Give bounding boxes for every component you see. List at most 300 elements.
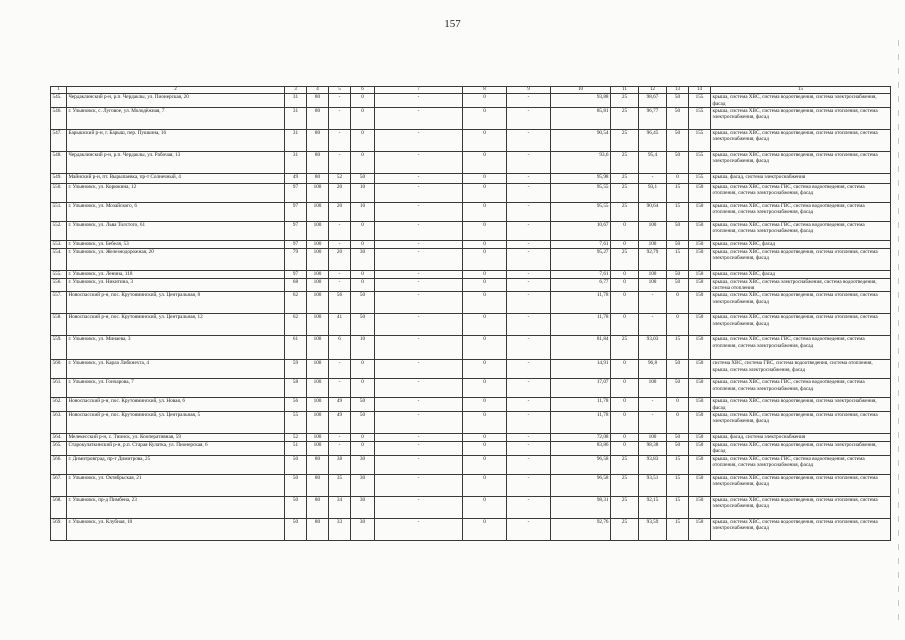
table-cell-col-13: 50 [667,221,689,240]
column-header-10: 10 [551,87,611,94]
table-cell-col-3: 31 [285,151,307,173]
column-header-13: 13 [667,87,689,94]
table-cell-col-7: - [375,474,463,496]
table-cell-col-9: - [507,412,551,434]
table-cell-col-9: - [507,173,551,183]
table-header-row [51,87,891,94]
table-cell-col-7: - [375,221,463,240]
table-cell-col-7: - [375,107,463,129]
table-cell-col-2: г. Ульяновск, ул. Льва Толстого, 61 [67,221,285,240]
table-cell-col-1: 551. [51,202,67,221]
table-row [51,442,891,456]
table-cell-col-15: крыша, система ХВС, фасад [711,240,891,248]
table-cell-col-7: - [375,202,463,221]
table-cell-col-14: 150 [689,221,711,240]
table-cell-col-8: 0 [463,292,507,314]
table-row [51,202,891,221]
column-header-8: 8 [463,87,507,94]
table-cell-col-2: г. Ульяновск, ул. Никитина, 3 [67,278,285,292]
table-cell-col-15: крыша, система ХВС, система ГВС, система водоотведения, система отопления, система электроснабжения, фасад [711,202,891,221]
table-cell-col-4: 100 [307,221,329,240]
table-cell-col-11: 0 [611,412,639,434]
table-row [51,360,891,379]
table-cell-col-10: 95,55 [551,183,611,202]
table-cell-col-12: 96,8 [639,360,667,379]
table-cell-col-7: - [375,129,463,151]
table-cell-col-1: 563. [51,412,67,434]
table-cell-col-14: 150 [689,442,711,456]
table-cell-col-9: - [507,336,551,360]
table-cell-col-9: - [507,496,551,518]
table-cell-col-14: 150 [689,183,711,202]
table-cell-col-6: 0 [351,151,375,173]
table-cell-col-2: г. Ульяновск, ул. Железнодорожная, 20 [67,248,285,270]
table-row [51,336,891,360]
table-cell-col-14: 150 [689,434,711,442]
table-cell-col-1: 560. [51,360,67,379]
table-row [51,270,891,278]
table-cell-col-11: 0 [611,221,639,240]
table-cell-col-11: 0 [611,434,639,442]
table-cell-col-5: - [329,434,351,442]
table-cell-col-5: - [329,221,351,240]
table-row [51,412,891,434]
table-cell-col-8: 0 [463,202,507,221]
table-row [51,496,891,518]
table-cell-col-3: 97 [285,270,307,278]
table-row [51,278,891,292]
table-cell-col-14: 155 [689,173,711,183]
table-cell-col-2: г. Ульяновск, с. Луговое, ул. Молодёжная, 7 [67,107,285,129]
table-cell-col-2: г. Ульяновск, ул. Корюкина, 12 [67,183,285,202]
table-cell-col-3: 50 [285,496,307,518]
table-cell-col-3: 62 [285,314,307,336]
table-cell-col-13: 15 [667,474,689,496]
table-cell-col-10: 93,6 [551,151,611,173]
table-cell-col-11: 25 [611,202,639,221]
table-cell-col-4: 80 [307,518,329,540]
table-cell-col-12: 90,64 [639,202,667,221]
table-cell-col-14: 150 [689,496,711,518]
table-cell-col-10: 7,61 [551,270,611,278]
table-cell-col-11: 0 [611,270,639,278]
table-cell-col-6: 0 [351,221,375,240]
table-cell-col-1: 562. [51,398,67,412]
table-cell-col-6: 0 [351,107,375,129]
table-cell-col-12: 96,45 [639,129,667,151]
column-header-9: 9 [507,87,551,94]
table-cell-col-3: 56 [285,398,307,412]
table-cell-col-9: - [507,240,551,248]
table-cell-col-15: крыша, система ХВС, система водоотведения, система отопления, система электроснабжения, фасад [711,518,891,540]
table-cell-col-8: 0 [463,398,507,412]
column-header-6: 6 [351,87,375,94]
table-cell-col-3: 97 [285,221,307,240]
table-cell-col-3: 55 [285,412,307,434]
renovation-table [50,86,891,541]
table-cell-col-13: 50 [667,442,689,456]
table-cell-col-9: - [507,129,551,151]
table-cell-col-9: - [507,107,551,129]
table-cell-col-13: 0 [667,412,689,434]
table-cell-col-3: 50 [285,474,307,496]
table-cell-col-4: 80 [307,455,329,474]
table-cell-col-4: 80 [307,151,329,173]
table-cell-col-9: - [507,379,551,398]
table-cell-col-3: 52 [285,434,307,442]
table-cell-col-6: 50 [351,412,375,434]
table-cell-col-12: 92,15 [639,496,667,518]
table-cell-col-1: 564. [51,434,67,442]
table-cell-col-12: 93,83 [639,455,667,474]
table-cell-col-11: 25 [611,336,639,360]
table-cell-col-5: 38 [329,455,351,474]
table-cell-col-2: г. Ульяновск, ул. Карла Либкнехта, 4 [67,360,285,379]
table-row [51,129,891,151]
table-cell-col-6: 50 [351,292,375,314]
table-cell-col-15: крыша, система ХВС, система водоотведения, система отопления, система электроснабжения, фасад [711,107,891,129]
table-cell-col-7: - [375,412,463,434]
table-cell-col-6: 50 [351,314,375,336]
column-header-11: 11 [611,87,639,94]
table-cell-col-8: 0 [463,442,507,456]
table-cell-col-2: г. Ульяновск, ул. Бебеля, 53 [67,240,285,248]
column-header-12: 12 [639,87,667,94]
table-cell-col-2: Новоспасский р-н, пос. Крутояминский, ул. Центральная, 12 [67,314,285,336]
table-cell-col-1: 549. [51,173,67,183]
table-cell-col-5: 56 [329,292,351,314]
table-cell-col-1: 568. [51,496,67,518]
table-cell-col-10: 11,78 [551,412,611,434]
table-cell-col-14: 150 [689,248,711,270]
table-cell-col-15: крыша, система ХВС, система ГВС, система водоотведения, система отопления, система электроснабжения, фасад [711,455,891,474]
table-cell-col-8: 0 [463,455,507,474]
table-cell-col-6: 30 [351,474,375,496]
table-cell-col-12: 93,1 [639,183,667,202]
table-cell-col-13: 50 [667,240,689,248]
table-cell-col-14: 155 [689,129,711,151]
table-cell-col-4: 80 [307,94,329,108]
table-cell-col-14: 150 [689,518,711,540]
table-cell-col-2: Новоспасский р-н, пос. Крутояминский, ул. Центральная, 5 [67,412,285,434]
table-cell-col-14: 150 [689,455,711,474]
table-row [51,398,891,412]
table-cell-col-6: 50 [351,398,375,412]
table-cell-col-4: 80 [307,496,329,518]
table-cell-col-10: 11,78 [551,398,611,412]
table-cell-col-7: - [375,151,463,173]
table-cell-col-10: 95,55 [551,202,611,221]
table-cell-col-8: 0 [463,240,507,248]
table-cell-col-10: 11,78 [551,314,611,336]
table-cell-col-12: - [639,398,667,412]
table-cell-col-12: 100 [639,379,667,398]
table-cell-col-9: - [507,518,551,540]
column-header-2: 2 [67,87,285,94]
table-cell-col-1: 555. [51,270,67,278]
table-cell-col-6: 30 [351,248,375,270]
table-cell-col-4: 80 [307,173,329,183]
table-cell-col-4: 100 [307,240,329,248]
table-cell-col-9: - [507,278,551,292]
table-cell-col-6: 0 [351,278,375,292]
table-cell-col-14: 150 [689,379,711,398]
table-cell-col-1: 567. [51,474,67,496]
table-cell-col-11: 0 [611,278,639,292]
table-cell-col-13: 15 [667,248,689,270]
table-cell-col-1: 547. [51,129,67,151]
table-cell-col-9: - [507,292,551,314]
table-cell-col-2: г. Димитровград, пр-т Димитрова, 25 [67,455,285,474]
table-cell-col-9: - [507,270,551,278]
table-cell-col-10: 81,84 [551,336,611,360]
table-cell-col-1: 561. [51,379,67,398]
table-cell-col-7: - [375,292,463,314]
table-cell-col-11: 25 [611,518,639,540]
table-cell-col-1: 554. [51,248,67,270]
table-cell-col-13: 0 [667,314,689,336]
table-cell-col-11: 25 [611,151,639,173]
table-cell-col-15: крыша, система ХВС, система водоотведения, система отопления, система электроснабжения, фасад [711,412,891,434]
table-cell-col-10: 17,07 [551,379,611,398]
table-cell-col-13: 15 [667,336,689,360]
column-header-3: 3 [285,87,307,94]
table-cell-col-11: 0 [611,379,639,398]
table-cell-col-6: 0 [351,240,375,248]
table-row [51,183,891,202]
table-cell-col-11: 25 [611,496,639,518]
table-cell-col-4: 100 [307,292,329,314]
table-cell-col-1: 553. [51,240,67,248]
table-row [51,292,891,314]
table-cell-col-14: 150 [689,202,711,221]
table-cell-col-13: 50 [667,278,689,292]
table-row [51,151,891,173]
table-cell-col-15: система ХВС, система ГВС, система водоотведения, система отопления, крыша, система электроснабжения, фасад [711,360,891,379]
table-cell-col-2: г. Ульяновск, ул. Мозайского, 6 [67,202,285,221]
table-cell-col-11: 0 [611,398,639,412]
table-cell-col-13: 50 [667,94,689,108]
table-cell-col-13: 50 [667,434,689,442]
table-cell-col-11: 25 [611,183,639,202]
table-cell-col-11: 0 [611,240,639,248]
table-cell-col-5: - [329,240,351,248]
table-cell-col-6: 10 [351,183,375,202]
table-cell-col-15: крыша, система ХВС, система водоотведения, система отопления, система электроснабжения, фасад [711,248,891,270]
table-cell-col-8: 0 [463,183,507,202]
table-cell-col-12: 95,4 [639,151,667,173]
table-cell-col-13: 50 [667,360,689,379]
table-cell-col-15: крыша, система ХВС, фасад [711,270,891,278]
table-row [51,240,891,248]
table-cell-col-13: 15 [667,183,689,202]
table-cell-col-8: 0 [463,94,507,108]
table-cell-col-1: 558. [51,314,67,336]
table-cell-col-5: - [329,107,351,129]
table-cell-col-6: 0 [351,442,375,456]
table-cell-col-10: 96,58 [551,455,611,474]
table-cell-col-14: 150 [689,270,711,278]
column-header-1: 1 [51,87,67,94]
table-cell-col-12: - [639,292,667,314]
table-cell-col-4: 100 [307,314,329,336]
table-cell-col-11: 25 [611,248,639,270]
table-cell-col-8: 0 [463,379,507,398]
table-cell-col-3: 59 [285,360,307,379]
table-cell-col-15: крыша, система ХВС, система водоотведения, система электроснабжения, фасад [711,94,891,108]
table-cell-col-5: - [329,442,351,456]
table-row [51,434,891,442]
table-cell-col-13: 50 [667,129,689,151]
table-cell-col-15: крыша, система ХВС, система ГВС, система водоотведения, система отопления, система электроснабжения, фасад [711,336,891,360]
table-cell-col-12: - [639,314,667,336]
table-cell-col-11: 25 [611,455,639,474]
table-cell-col-15: крыша, система ХВС, система ГВС, система водоотведения, система отопления, система электроснабжения, фасад [711,183,891,202]
table-cell-col-4: 80 [307,107,329,129]
table-cell-col-8: 0 [463,173,507,183]
table-cell-col-3: 79 [285,248,307,270]
table-cell-col-14: 150 [689,292,711,314]
table-row [51,518,891,540]
table-cell-col-2: г. Ульяновск, ул. Минаева, 3 [67,336,285,360]
table-cell-col-11: 0 [611,442,639,456]
table-cell-col-11: 0 [611,292,639,314]
table-cell-col-15: крыша, система ХВС, система водоотведения, система отопления, система электроснабжения, фасад [711,496,891,518]
table-cell-col-3: 31 [285,129,307,151]
table-cell-col-13: 0 [667,398,689,412]
table-cell-col-10: 83,86 [551,442,611,456]
table-cell-col-5: 20 [329,183,351,202]
table-cell-col-2: Новоспасский р-н, пос. Крутояминский, ул. Центральная, 8 [67,292,285,314]
table-cell-col-3: 97 [285,183,307,202]
table-cell-col-4: 100 [307,412,329,434]
table-row [51,173,891,183]
table-cell-col-10: 98,31 [551,496,611,518]
table-cell-col-13: 0 [667,292,689,314]
table-row [51,314,891,336]
table-cell-col-2: г. Ульяновск, ул. Гончарова, 7 [67,379,285,398]
table-cell-col-3: 62 [285,292,307,314]
table-cell-col-2: Чердаклинский р-н, р.п. Чердаклы, ул. Пионерская, 20 [67,94,285,108]
table-cell-col-15: крыша, система ХВС, система водоотведения, система отопления, система электроснабжения, фасад [711,314,891,336]
table-cell-col-4: 100 [307,398,329,412]
table-cell-col-1: 566. [51,455,67,474]
table-cell-col-8: 0 [463,336,507,360]
table-cell-col-9: - [507,360,551,379]
table-cell-col-2: Чердаклинский р-н, р.п. Чердаклы, ул. Рабочая, 13 [67,151,285,173]
table-cell-col-8: 0 [463,248,507,270]
table-cell-col-5: 20 [329,202,351,221]
table-cell-col-3: 97 [285,202,307,221]
table-cell-col-15: крыша, система ХВС, система водоотведения, система отопления, система электроснабжения, фасад [711,129,891,151]
table-cell-col-5: 33 [329,518,351,540]
table-cell-col-8: 0 [463,474,507,496]
column-header-5: 5 [329,87,351,94]
table-cell-col-8: 0 [463,107,507,129]
table-cell-col-7: - [375,360,463,379]
table-cell-col-9: - [507,202,551,221]
table-cell-col-7: - [375,455,463,474]
table-cell-col-5: - [329,270,351,278]
table-cell-col-9: - [507,474,551,496]
table-cell-col-13: 15 [667,455,689,474]
table-row [51,379,891,398]
table-cell-col-4: 80 [307,474,329,496]
table-cell-col-6: 0 [351,270,375,278]
table-cell-col-5: - [329,94,351,108]
table-cell-col-13: 15 [667,202,689,221]
table-cell-col-3: 50 [285,518,307,540]
table-cell-col-1: 556. [51,278,67,292]
table-cell-col-2: Новоспасский р-н, пос. Крутояминский, ул. Новая, 6 [67,398,285,412]
table-cell-col-6: 30 [351,518,375,540]
table-cell-col-8: 0 [463,496,507,518]
table-cell-col-2: Майнский р-н, пт. Вырыпаевка, пр-т Солнечный, 4 [67,173,285,183]
table-cell-col-5: 41 [329,314,351,336]
table-cell-col-11: 25 [611,474,639,496]
table-cell-col-7: - [375,398,463,412]
table-cell-col-7: - [375,336,463,360]
page-number: 157 [444,18,461,30]
table-cell-col-10: 7,61 [551,240,611,248]
table-cell-col-12: - [639,173,667,183]
table-cell-col-13: 50 [667,107,689,129]
table-row [51,474,891,496]
table-cell-col-2: Мелекесский р-н, с. Тиинск, ул. Кооперативная, 59 [67,434,285,442]
table-cell-col-15: крыша, система ХВС, система ГВС, система водоотведения, система отопления, система электроснабжения, фасад [711,379,891,398]
table-cell-col-3: 58 [285,379,307,398]
table-cell-col-7: - [375,442,463,456]
table-cell-col-4: 100 [307,248,329,270]
table-cell-col-9: - [507,455,551,474]
table-cell-col-7: - [375,94,463,108]
table-cell-col-4: 100 [307,434,329,442]
table-cell-col-14: 150 [689,474,711,496]
table-cell-col-8: 0 [463,278,507,292]
table-cell-col-3: 49 [285,173,307,183]
table-cell-col-12: 100 [639,270,667,278]
table-cell-col-12: 96,77 [639,107,667,129]
table-cell-col-11: 0 [611,360,639,379]
table-cell-col-14: 150 [689,412,711,434]
table-cell-col-5: - [329,129,351,151]
table-cell-col-11: 25 [611,129,639,151]
table-cell-col-10: 14,91 [551,360,611,379]
table-cell-col-8: 0 [463,518,507,540]
table-cell-col-7: - [375,314,463,336]
table-cell-col-1: 559. [51,336,67,360]
table-cell-col-1: 545. [51,94,67,108]
table-cell-col-14: 150 [689,336,711,360]
table-cell-col-6: 0 [351,129,375,151]
table-cell-col-2: г. Ульяновск, ул. Клубная, 10 [67,518,285,540]
table-cell-col-12: 93,03 [639,336,667,360]
table-cell-col-13: 50 [667,270,689,278]
table-cell-col-3: 31 [285,107,307,129]
table-row [51,94,891,108]
table-cell-col-9: - [507,183,551,202]
table-cell-col-4: 100 [307,442,329,456]
table-cell-col-3: 61 [285,336,307,360]
column-header-15: 15 [711,87,891,94]
table-cell-col-2: г. Ульяновск, пр-д Пимбена, 23 [67,496,285,518]
table-cell-col-9: - [507,314,551,336]
table-cell-col-11: 0 [611,314,639,336]
table-cell-col-4: 100 [307,183,329,202]
table-cell-col-3: 50 [285,455,307,474]
table-cell-col-6: 50 [351,173,375,183]
table-cell-col-12: - [639,412,667,434]
